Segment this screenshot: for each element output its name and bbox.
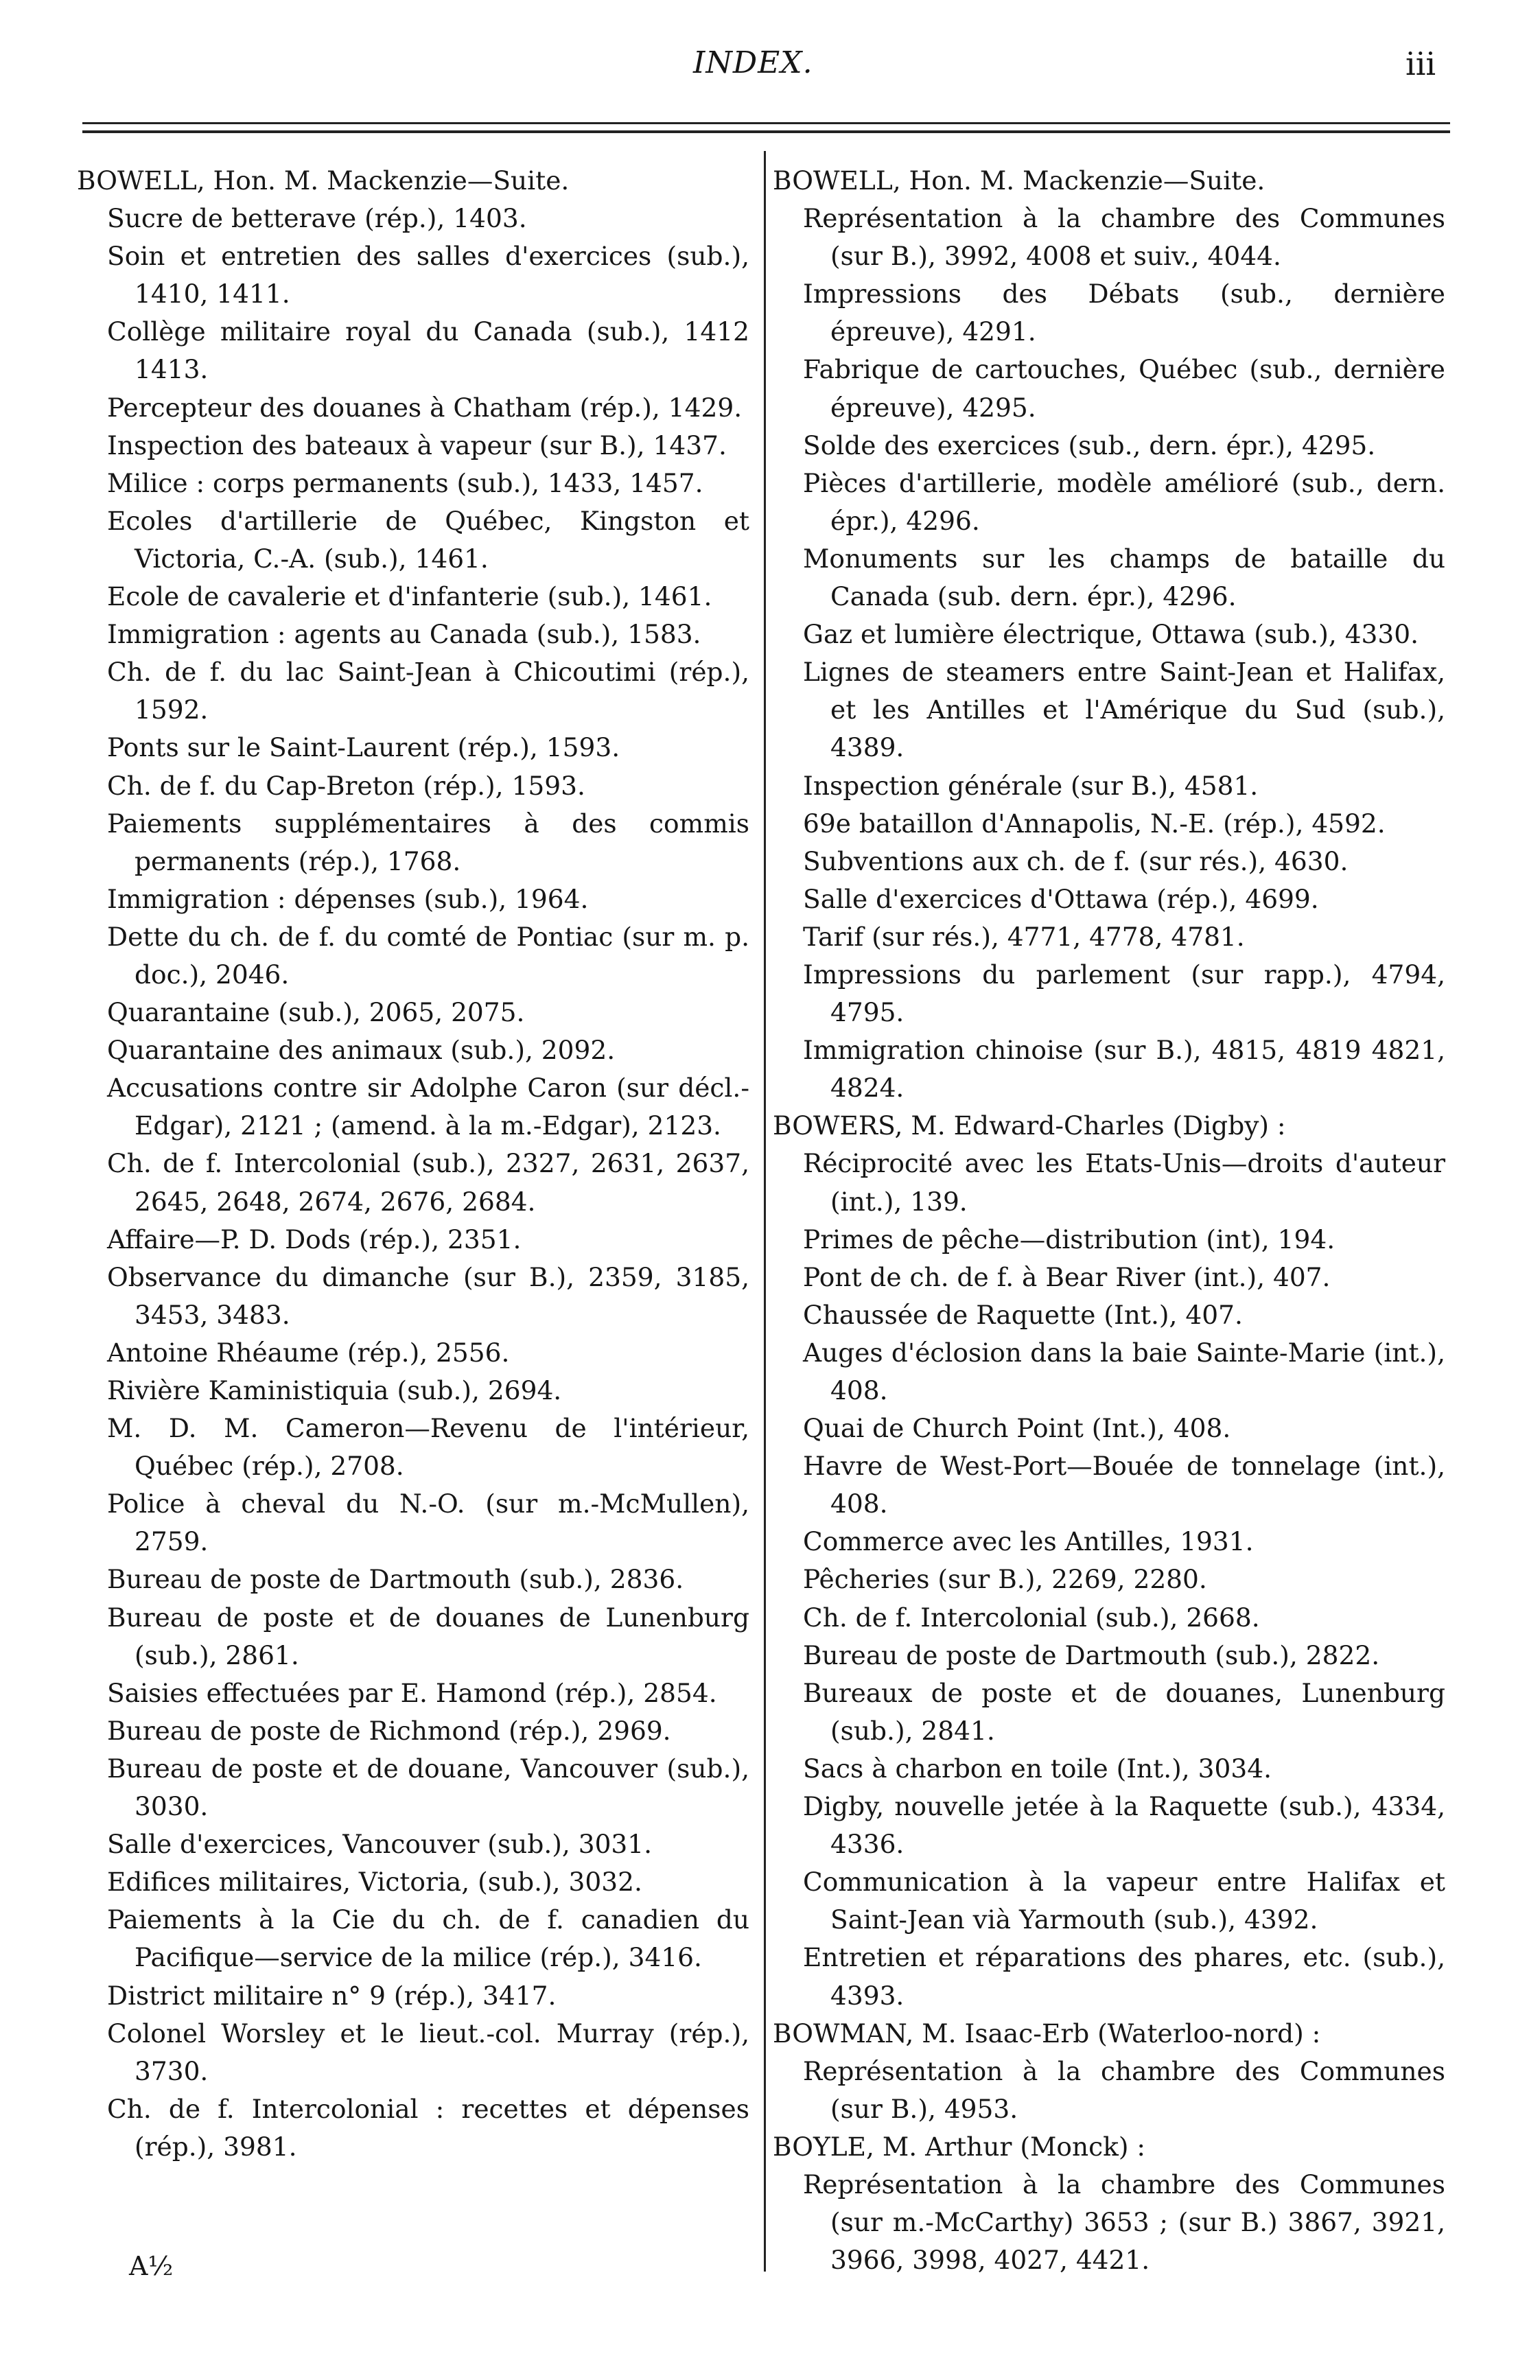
index-entry: Bureau de poste de Dartmouth (sub.), 2822.	[803, 1640, 1380, 1670]
index-entry: Quarantaine (sub.), 2065, 2075.	[107, 997, 525, 1028]
index-entry: Ch. de f. Intercolonial (sub.), 2327, 2631, 2637, 2645, 2648, 2674, 2676, 2684.	[107, 1148, 749, 1217]
index-entry: Monuments sur les champs de bataille du Canada (sub. dern. épr.), 4296.	[803, 543, 1445, 612]
column-divider	[764, 151, 766, 2272]
index-entry: Saisies effectuées par E. Hamond (rép.), 2854.	[107, 1677, 717, 1708]
index-entry: Sucre de betterave (rép.), 1403.	[107, 203, 527, 234]
index-entry: Dette du ch. de f. du comté de Pontiac (sur m. p. doc.), 2046.	[107, 921, 749, 990]
index-entry: Ch. de f. du Cap-Breton (rép.), 1593.	[107, 770, 585, 801]
index-entry: M. D. M. Cameron—Revenu de l'intérieur, Québec (rép.), 2708.	[107, 1413, 749, 1482]
index-entry: Représentation à la chambre des Communes (sur B.), 3992, 4008 et suiv., 4044.	[803, 203, 1445, 272]
index-entry: Salle d'exercices d'Ottawa (rép.), 4699.	[803, 883, 1319, 914]
header-rule-bottom	[82, 130, 1450, 133]
index-entry: Immigration : agents au Canada (sub.), 1583.	[107, 619, 701, 650]
index-entry: Gaz et lumière électrique, Ottawa (sub.), 4330.	[803, 619, 1419, 650]
index-entry: Solde des exercices (sub., dern. épr.), 4295.	[803, 430, 1376, 460]
index-entry: Bureaux de poste et de douanes, Lunenburg (sub.), 2841.	[803, 1677, 1445, 1746]
index-entry: Soin et entretien des salles d'exercices (sub.), 1410, 1411.	[107, 241, 749, 310]
index-entry: Communication à la vapeur entre Halifax et Saint-Jean vià Yarmouth (sub.), 4392.	[803, 1867, 1445, 1935]
index-entry: Police à cheval du N.-O. (sur m.-McMullen), 2759.	[107, 1489, 749, 1557]
index-entry: Bureau de poste et de douane, Vancouver (sub.), 3030.	[107, 1753, 749, 1822]
index-entry: Bureau de poste de Dartmouth (sub.), 2836.	[107, 1564, 684, 1595]
page-number: iii	[1405, 45, 1436, 82]
index-entry: Représentation à la chambre des Communes (sur m.-McCarthy) 3653 ; (sur B.) 3867, 3921, 3966, 3998, 4027, 4421.	[803, 2169, 1445, 2276]
index-entry: Bureau de poste et de douanes de Lunenburg (sub.), 2861.	[107, 1602, 749, 1670]
index-entry: Inspection générale (sur B.), 4581.	[803, 770, 1259, 801]
index-entry: Collège militaire royal du Canada (sub.), 1412 1413.	[107, 316, 749, 385]
index-entry: Digby, nouvelle jetée à la Raquette (sub.), 4334, 4336.	[803, 1791, 1445, 1860]
index-entry: Observance du dimanche (sur B.), 2359, 3185, 3453, 3483.	[107, 1261, 749, 1330]
index-entry: Milice : corps permanents (sub.), 1433, 1457.	[107, 467, 703, 498]
index-entry: Paiements supplémentaires à des commis permanents (rép.), 1768.	[107, 808, 749, 876]
index-entry: Pêcheries (sur B.), 2269, 2280.	[803, 1564, 1207, 1595]
index-heading: BOWELL, Hon. M. Mackenzie—Suite.	[77, 165, 570, 196]
index-entry: Impressions du parlement (sur rapp.), 4794, 4795.	[803, 959, 1445, 1028]
index-entry: Pont de ch. de f. à Bear River (int.), 407.	[803, 1261, 1331, 1292]
index-entry: Percepteur des douanes à Chatham (rép.), 1429.	[107, 392, 743, 423]
index-heading: BOWERS, M. Edward-Charles (Digby) :	[773, 1110, 1286, 1141]
index-entry: Colonel Worsley et le lieut.-col. Murray (rép.), 3730.	[107, 2018, 749, 2086]
index-entry: Ch. de f. Intercolonial (sub.), 2668.	[803, 1602, 1260, 1633]
index-entry: Immigration : dépenses (sub.), 1964.	[107, 883, 589, 914]
index-entry: Rivière Kaministiquia (sub.), 2694.	[107, 1375, 562, 1405]
index-entry: Immigration chinoise (sur B.), 4815, 4819 4821, 4824.	[803, 1035, 1445, 1104]
index-entry: Impressions des Débats (sub., dernière épreuve), 4291.	[803, 279, 1445, 347]
header-rule-top	[82, 122, 1450, 124]
index-entry: Entretien et réparations des phares, etc. (sub.), 4393.	[803, 1942, 1445, 2011]
index-entry: Ponts sur le Saint-Laurent (rép.), 1593.	[107, 732, 620, 763]
index-entry: Affaire—P. D. Dods (rép.), 2351.	[107, 1224, 522, 1255]
index-heading: BOWELL, Hon. M. Mackenzie—Suite.	[773, 165, 1265, 196]
index-entry: Subventions aux ch. de f. (sur rés.), 4630.	[803, 845, 1349, 876]
index-entry: Fabrique de cartouches, Québec (sub., dernière épreuve), 4295.	[803, 354, 1445, 423]
signature-mark: A½	[129, 2251, 174, 2281]
index-entry: District militaire n° 9 (rép.), 3417.	[107, 1980, 557, 2011]
index-entry: Lignes de steamers entre Saint-Jean et Halifax, et les Antilles et l'Amérique du Sud (sub.), 4389.	[803, 657, 1445, 763]
page-title: INDEX.	[693, 45, 813, 80]
left-column	[77, 162, 749, 2166]
index-entry: Havre de West-Port—Bouée de tonnelage (int.), 408.	[803, 1451, 1445, 1519]
index-entry: Commerce avec les Antilles, 1931.	[803, 1526, 1254, 1557]
index-entry: 69e bataillon d'Annapolis, N.-E. (rép.), 4592.	[803, 808, 1386, 839]
index-entry: Quarantaine des animaux (sub.), 2092.	[107, 1035, 616, 1066]
index-entry: Auges d'éclosion dans la baie Sainte-Marie (int.), 408.	[803, 1337, 1445, 1405]
index-entry: Quai de Church Point (Int.), 408.	[803, 1413, 1231, 1444]
index-entry: Edifices militaires, Victoria, (sub.), 3032.	[107, 1867, 642, 1898]
index-entry: Sacs à charbon en toile (Int.), 3034.	[803, 1753, 1272, 1784]
index-entry: Représentation à la chambre des Communes (sur B.), 4953.	[803, 2055, 1445, 2124]
right-column	[773, 162, 1445, 2279]
index-entry: Primes de pêche—distribution (int), 194.	[803, 1224, 1335, 1255]
index-entry: Ch. de f. Intercolonial : recettes et dépenses (rép.), 3981.	[107, 2093, 749, 2162]
index-entry: Réciprocité avec les Etats-Unis—droits d'auteur (int.), 139.	[803, 1148, 1445, 1217]
index-entry: Ecoles d'artillerie de Québec, Kingston et Victoria, C.-A. (sub.), 1461.	[107, 505, 749, 574]
index-entry: Chaussée de Raquette (Int.), 407.	[803, 1299, 1243, 1330]
index-entry: Tarif (sur rés.), 4771, 4778, 4781.	[803, 921, 1245, 952]
index-entry: Accusations contre sir Adolphe Caron (sur décl.-Edgar), 2121 ; (amend. à la m.-Edgar), 2123.	[107, 1073, 749, 1141]
page-header	[0, 45, 1540, 93]
index-entry: Inspection des bateaux à vapeur (sur B.), 1437.	[107, 430, 727, 460]
index-entry: Antoine Rhéaume (rép.), 2556.	[107, 1337, 510, 1368]
index-heading: BOWMAN, M. Isaac-Erb (Waterloo-nord) :	[773, 2018, 1321, 2049]
index-entry: Bureau de poste de Richmond (rép.), 2969.	[107, 1715, 671, 1746]
index-entry: Pièces d'artillerie, modèle amélioré (sub., dern. épr.), 4296.	[803, 467, 1445, 536]
index-entry: Ecole de cavalerie et d'infanterie (sub.), 1461.	[107, 581, 712, 612]
index-entry: Paiements à la Cie du ch. de f. canadien du Pacifique—service de la milice (rép.), 3416.	[107, 1904, 749, 1973]
index-entry: Ch. de f. du lac Saint-Jean à Chicoutimi (rép.), 1592.	[107, 657, 749, 725]
index-entry: Salle d'exercices, Vancouver (sub.), 3031.	[107, 1829, 653, 1860]
index-heading: BOYLE, M. Arthur (Monck) :	[773, 2131, 1145, 2162]
